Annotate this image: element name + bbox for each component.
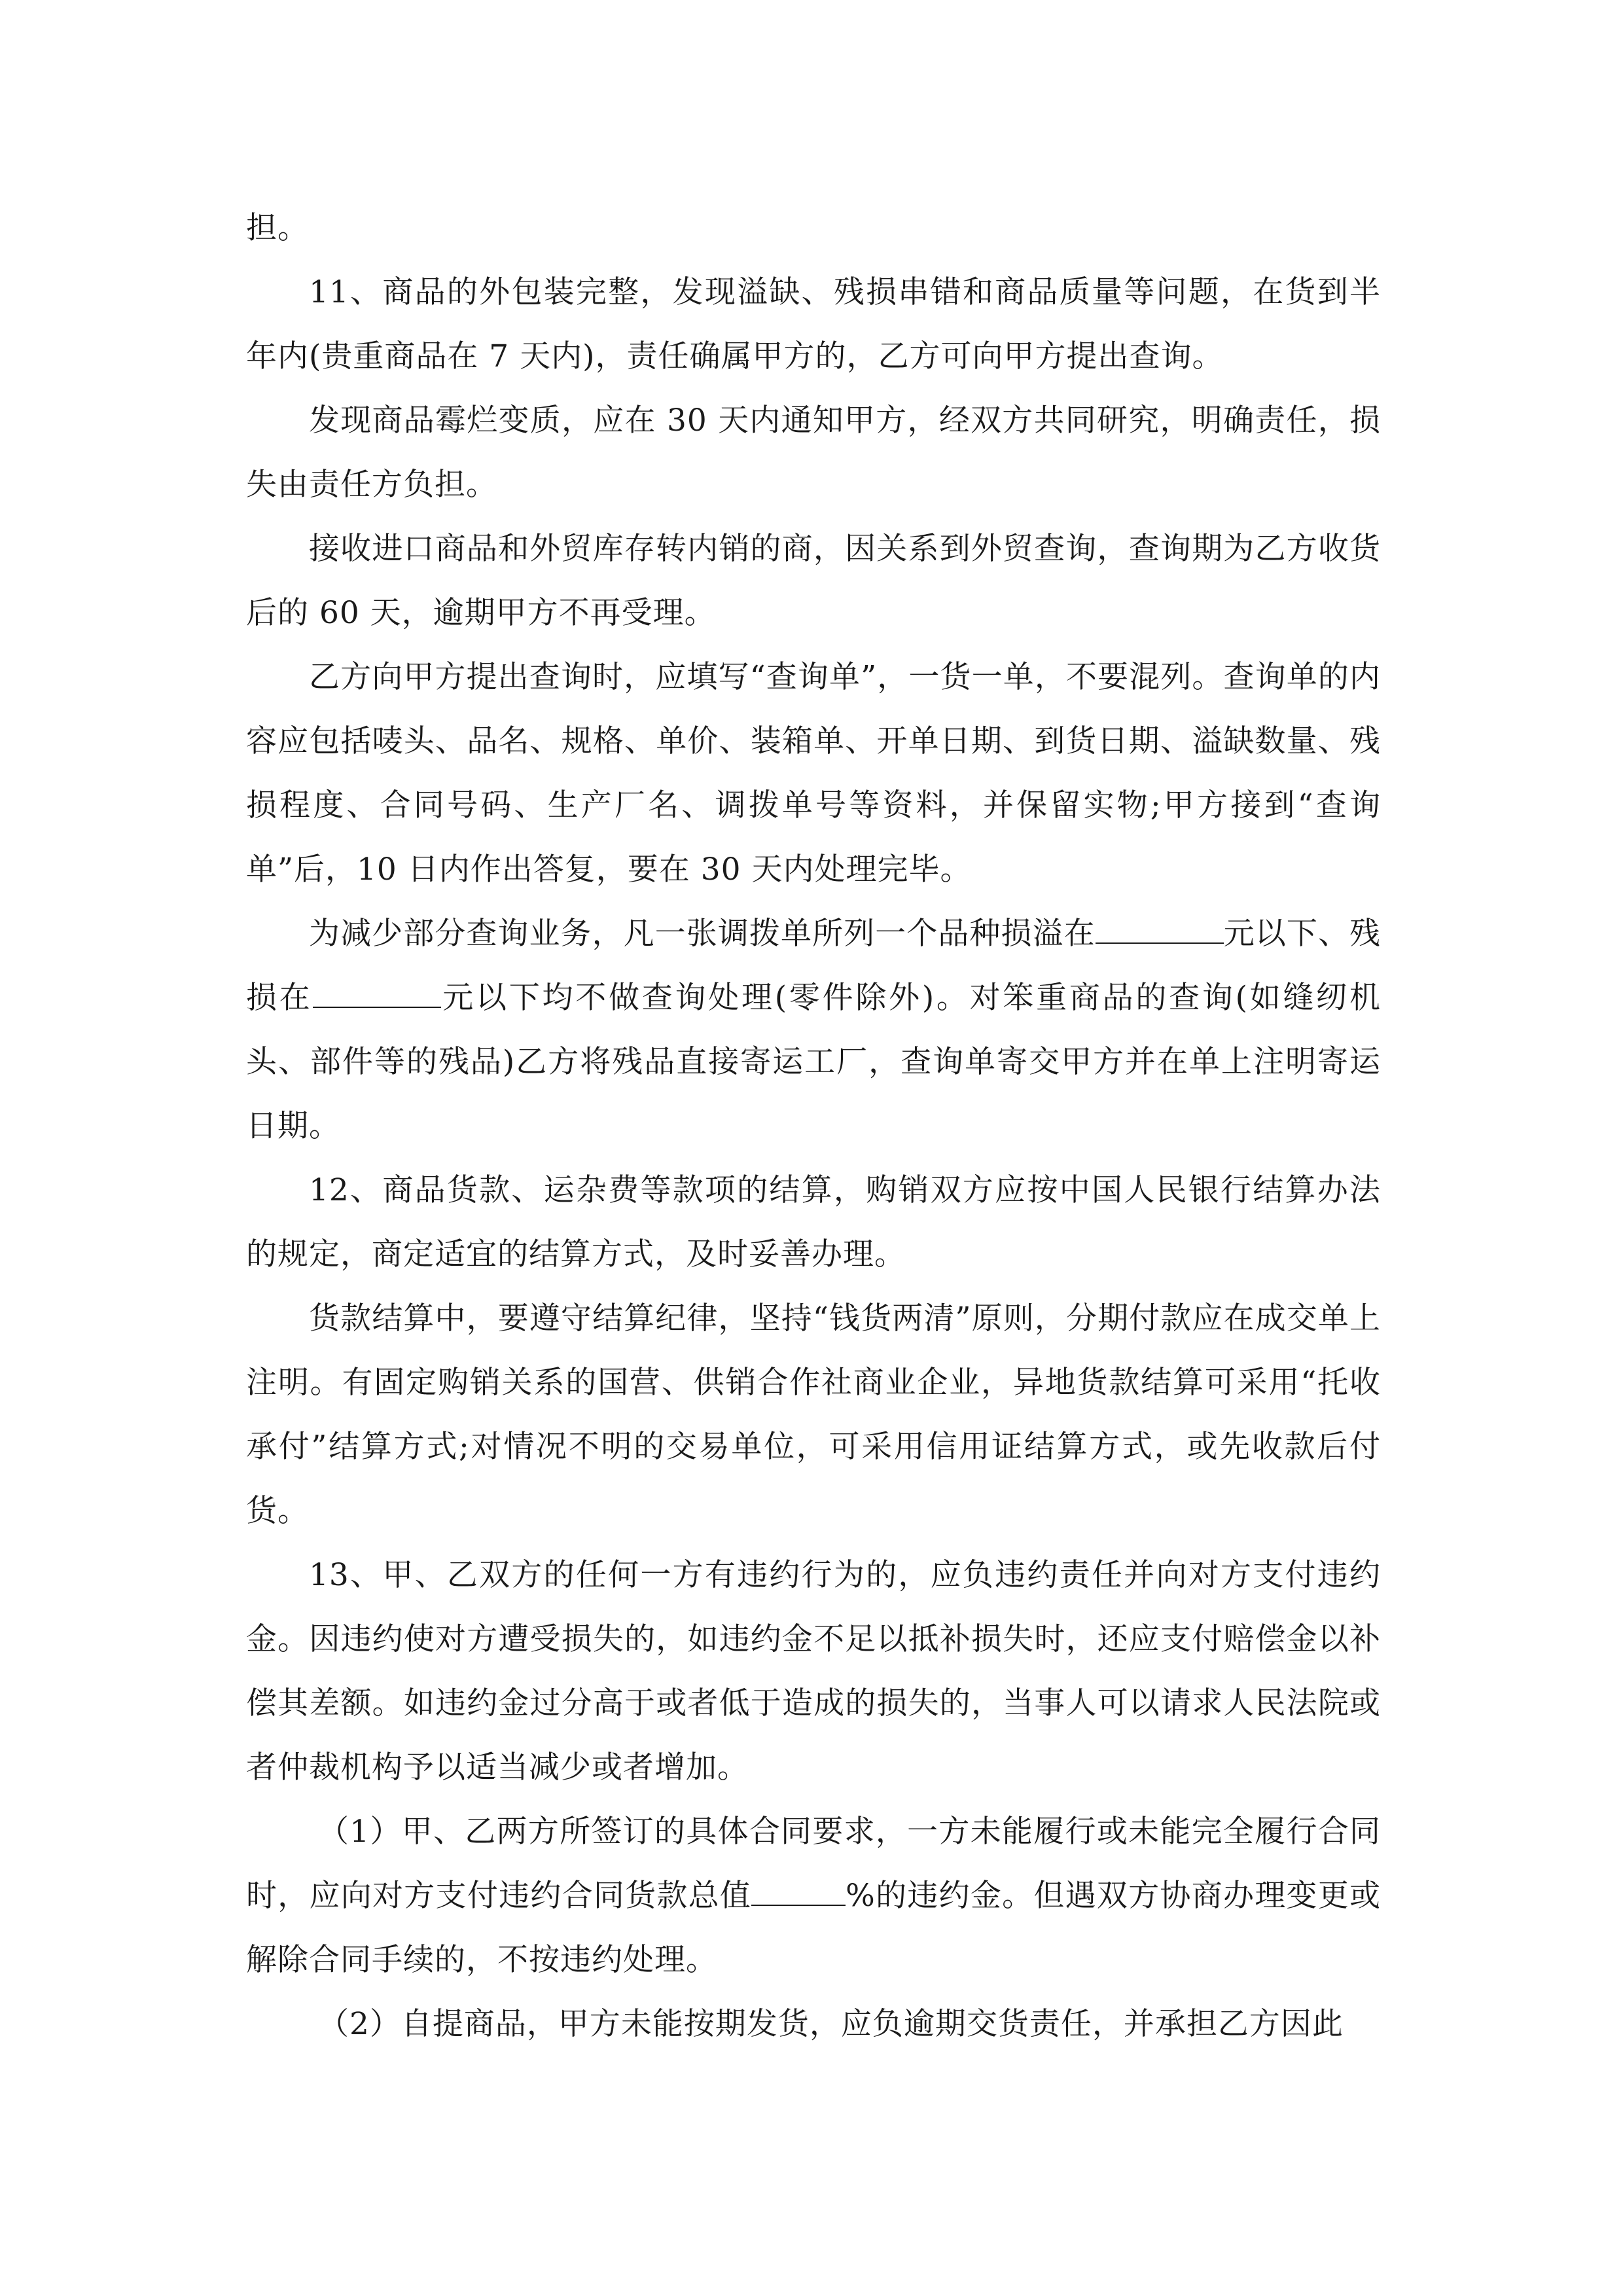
paragraph-inquiry-form: 乙方向甲方提出查询时，应填写“查询单”，一货一单，不要混列。查询单的内容应包括唛头、品名、规格、单价、装箱单、开单日期、到货日期、溢缺数量、残损程度、合同号码、生产厂名、调拨单号等资料，并保留实物;甲方接到“查询单”后，10 日内作出答复，要在 30 天内处理完毕。: [246, 659, 1381, 888]
threshold-text-3: 元以下均不做查询处理(零件除外)。对笨重商品的查询(如缝纫机头、部件等的残品)乙方将残品直接寄运工厂，查询单寄交甲方并在单上注明寄运日期。: [246, 980, 1381, 1144]
paragraph-continuation: 担。: [246, 210, 309, 246]
threshold-text-2: 元以下、残损在: [246, 916, 1382, 1016]
item-1-text-1: （1）甲、乙两方所签订的具体合同要求，一方未能履行或未能完全履行合同时，应向对方支付违约合同货款总值: [246, 1814, 1381, 1914]
paragraph-item-2: （2）自提商品，甲方未能按期发货，应负逾期交货责任，并承担乙方因此: [318, 2006, 1344, 2042]
paragraph-item-1: [246, 1800, 1381, 1992]
paragraph-clause-11: 11、商品的外包装完整，发现溢缺、残损串错和商品质量等问题，在货到半年内(贵重商品在 7 天内)，责任确属甲方的，乙方可向甲方提出查询。: [246, 274, 1381, 374]
threshold-text-1: 为减少部分查询业务，凡一张调拨单所列一个品种损溢在: [309, 916, 1096, 952]
paragraph-spoilage-notice: 发现商品霉烂变质，应在 30 天内通知甲方，经双方共同研究，明确责任，损失由责任方负担。: [246, 403, 1381, 503]
percentage-blank-line: [751, 1878, 846, 1906]
amount-blank-line: [1096, 916, 1224, 944]
item-1-text-2: %的违约金。但遇双方协商办理变更或解除合同手续的，不按违约处理。: [246, 1878, 1381, 1978]
paragraph-threshold: [246, 902, 1381, 1158]
paragraph-settlement: 货款结算中，要遵守结算纪律，坚持“钱货两清”原则，分期付款应在成交单上注明。有固定购销关系的国营、供销合作社商业企业，异地货款结算可采用“托收承付”结算方式;对情况不明的交易单位，可采用信用证结算方式，或先收款后付货。: [246, 1300, 1381, 1529]
document-body: [246, 196, 1381, 2056]
paragraph-clause-12: 12、商品货款、运杂费等款项的结算，购销双方应按中国人民银行结算办法的规定，商定适宜的结算方式，及时妥善办理。: [246, 1172, 1381, 1272]
paragraph-import-inquiry: 接收进口商品和外贸库存转内销的商，因关系到外贸查询，查询期为乙方收货后的 60 天，逾期甲方不再受理。: [246, 531, 1381, 631]
paragraph-clause-13: 13、甲、乙双方的任何一方有违约行为的，应负违约责任并向对方支付违约金。因违约使对方遭受损失的，如违约金不足以抵补损失时，还应支付赔偿金以补偿其差额。如违约金过分高于或者低于造成的损失的，当事人可以请求人民法院或者仲裁机构予以适当减少或者增加。: [246, 1557, 1381, 1785]
damage-amount-blank-line: [313, 980, 441, 1008]
